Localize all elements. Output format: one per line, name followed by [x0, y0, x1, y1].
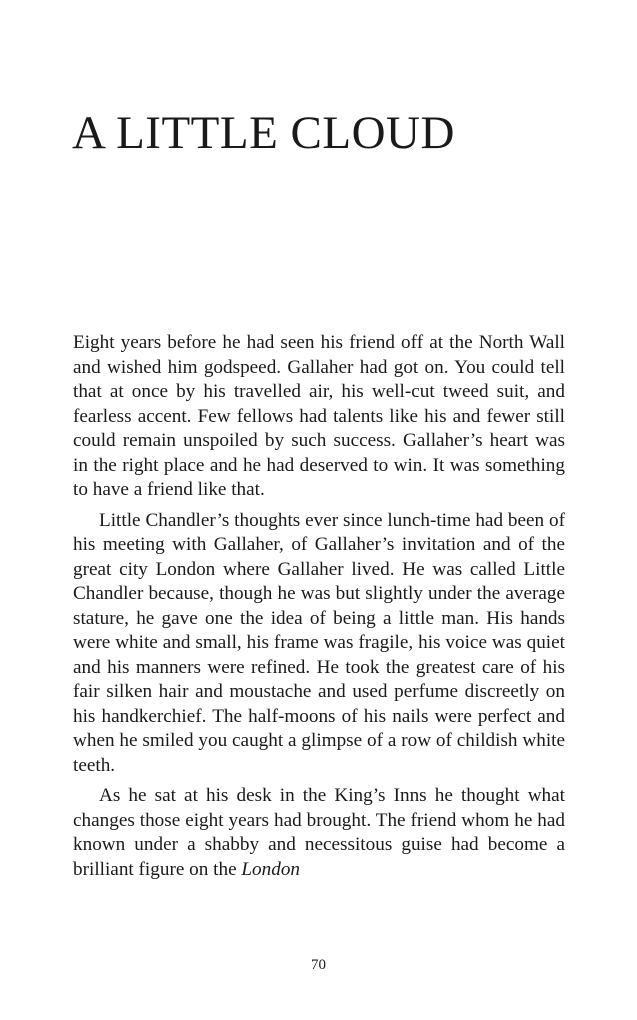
page-number: 70 [311, 957, 326, 973]
paragraph-3-text: As he sat at his desk in the King’s Inns he thought what changes those eight years had brought. The friend whom he had known under a shabby and necessitous guise had become a brilliant figure on the [73, 785, 565, 880]
body-text [73, 331, 565, 888]
paragraph-3-italic-word: London [241, 858, 301, 880]
paragraph-2: Little Chandler’s thoughts ever since lunch-time had been of his meeting with Gallaher, of Gallaher’s invitation and of the great city London where Gallaher lived. He was called Little Chandler because, though he was but slightly under the average stature, he gave one the idea of being a little man. His hands were white and small, his frame was fragile, his voice was quiet and his manners were refined. He took the greatest care of his fair silken hair and moustache and used perfume discreetly on his handkerchief. The half-moons of his nails were perfect and when he smiled you caught a glimpse of a row of childish white teeth. [73, 509, 565, 776]
paragraph-3 [73, 784, 565, 882]
chapter-title: A LITTLE CLOUD [72, 107, 455, 159]
paragraph-1: Eight years before he had seen his friend off at the North Wall and wished him godspeed. Gallaher had got on. You could tell that at once by his travelled air, his well-cut tweed suit, and fearless accent. Few fellows had talents like his and fewer still could remain unspoiled by such success. Gallaher’s heart was in the right place and he had deserved to win. It was something to have a friend like that. [73, 332, 565, 500]
